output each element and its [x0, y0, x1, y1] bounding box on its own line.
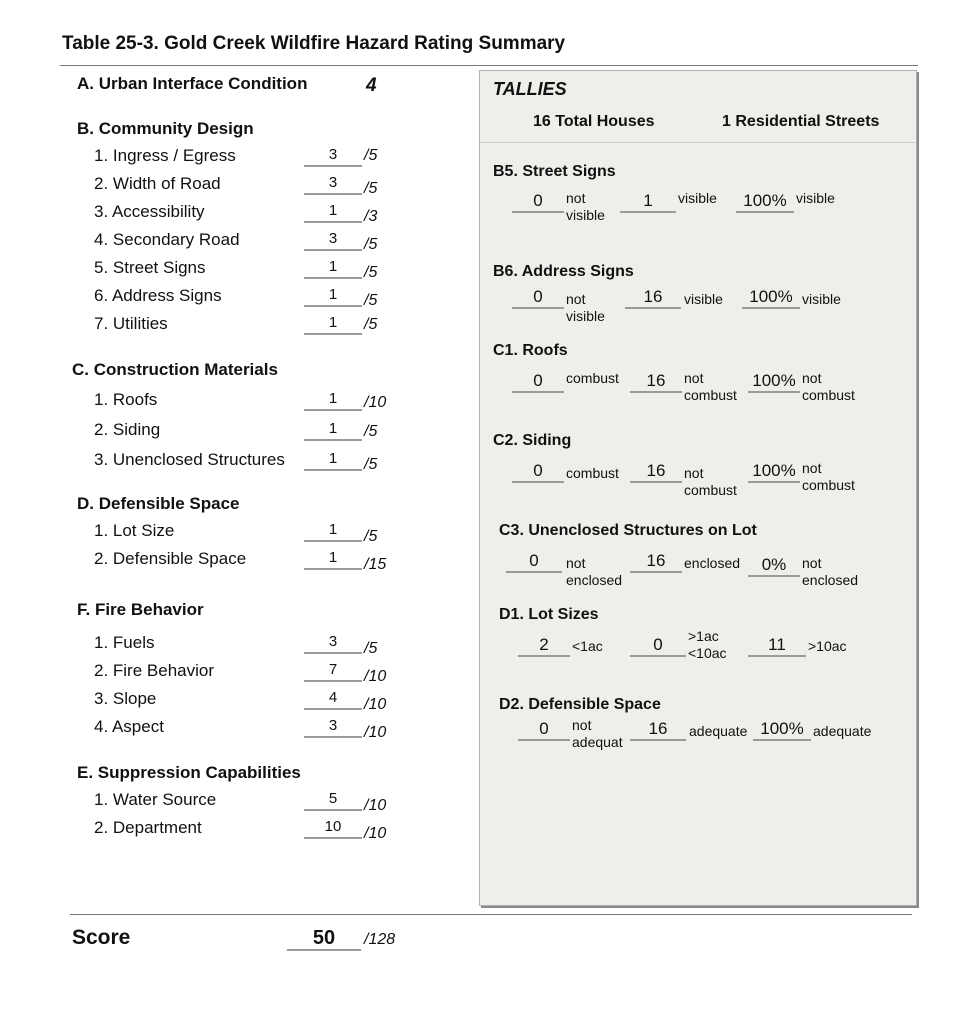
row-value: 1 [304, 258, 362, 279]
section-a-value: 4 [366, 75, 377, 96]
tally-value: 1 [620, 191, 676, 213]
score-divider [70, 914, 912, 915]
tally-value: 0 [512, 371, 564, 393]
row-label: 1. Lot Size [94, 521, 175, 540]
title-divider [60, 65, 918, 66]
row-max: /10 [364, 394, 387, 411]
row-label: 3. Slope [94, 689, 157, 708]
houses-count: 16 [533, 113, 551, 130]
row-max: /5 [364, 147, 378, 164]
row-max: /10 [364, 724, 387, 741]
row-value: 1 [304, 549, 362, 570]
tally-value: 100% [753, 719, 811, 741]
tally-value: 2 [518, 635, 570, 657]
tally-c1-label: C1. Roofs [493, 342, 568, 359]
tally-unit: >1ac <10ac [688, 628, 727, 661]
row-label: 4. Secondary Road [94, 230, 240, 249]
row-max: /5 [364, 264, 378, 281]
row-label: 7. Utilities [94, 314, 168, 333]
row-max: /5 [364, 316, 378, 333]
tallies-heading: TALLIES [493, 79, 567, 99]
tally-unit: >10ac [808, 638, 847, 654]
row-value: 4 [304, 689, 362, 710]
row-label: 2. Siding [94, 420, 161, 439]
tally-value: 16 [630, 461, 682, 483]
score-value: 50 [287, 927, 361, 951]
row-max: /5 [364, 292, 378, 309]
tally-c2-label: C2. Siding [493, 432, 572, 449]
row-value: 3 [304, 230, 362, 251]
tally-unit: not enclosed [566, 555, 623, 588]
tally-unit: not combust [802, 370, 855, 403]
tally-unit: not adequat [572, 717, 623, 750]
tally-value: 0 [512, 287, 564, 309]
tally-unit: adequate [689, 723, 748, 739]
tally-value: 0 [630, 635, 686, 657]
row-label: 4. Aspect [94, 717, 164, 736]
row-max: /5 [364, 236, 378, 253]
houses-total [533, 113, 655, 131]
row-max: /5 [364, 180, 378, 197]
tally-unit: combust [566, 370, 619, 386]
tally-value: 100% [748, 461, 800, 483]
tally-b6-label: B6. Address Signs [493, 263, 634, 280]
row-value: 3 [304, 717, 362, 738]
tally-value: 16 [630, 719, 686, 741]
row-label: 3. Unenclosed Structures [94, 450, 285, 469]
tally-unit: adequate [813, 723, 872, 739]
row-value: 7 [304, 661, 362, 682]
row-label: 6. Address Signs [94, 286, 222, 305]
row-value: 3 [304, 174, 362, 195]
tally-value: 0 [512, 191, 564, 213]
row-label: 2. Defensible Space [94, 549, 247, 568]
streets-total [722, 113, 879, 131]
tally-unit: not combust [802, 460, 855, 493]
row-label: 1. Ingress / Egress [94, 146, 236, 165]
tally-value: 11 [748, 635, 806, 657]
tally-value: 0 [518, 719, 570, 741]
row-label: 1. Roofs [94, 390, 158, 409]
section-a-label: A. Urban Interface Condition [77, 74, 308, 93]
tally-unit: visible [684, 291, 723, 307]
row-label: 5. Street Signs [94, 258, 206, 277]
row-label: 3. Accessibility [94, 202, 205, 221]
row-label: 2. Fire Behavior [94, 661, 214, 680]
tally-unit: <1ac [572, 638, 603, 654]
section-c-label: C. Construction Materials [72, 360, 278, 379]
tally-unit: not combust [684, 465, 737, 498]
score-label: Score [72, 926, 131, 949]
tally-value: 100% [748, 371, 800, 393]
section-b-label: B. Community Design [77, 119, 254, 138]
section-f-label: F. Fire Behavior [77, 600, 204, 619]
row-max: /10 [364, 668, 387, 685]
row-label: 2. Department [94, 818, 202, 837]
row-value: 1 [304, 202, 362, 223]
row-value: 1 [304, 521, 362, 542]
tallies-divider [480, 142, 916, 143]
tally-value: 16 [630, 551, 682, 573]
row-max: /10 [364, 825, 387, 842]
row-max: /3 [364, 208, 378, 225]
tallies-panel [479, 70, 917, 906]
tally-c3-label: C3. Unenclosed Structures on Lot [499, 522, 757, 539]
row-max: /5 [364, 640, 378, 657]
tally-value: 100% [742, 287, 800, 309]
row-value: 1 [304, 314, 362, 335]
tally-unit: visible [796, 190, 835, 206]
row-label: 2. Width of Road [94, 174, 221, 193]
page-title: Table 25-3. Gold Creek Wildfire Hazard Rating Summary [62, 33, 566, 54]
row-label: 1. Water Source [94, 790, 217, 809]
tally-unit: not combust [684, 370, 737, 403]
houses-label: Total Houses [555, 113, 655, 130]
tally-d2-label: D2. Defensible Space [499, 696, 661, 713]
tally-value: 16 [625, 287, 681, 309]
tally-d1-label: D1. Lot Sizes [499, 606, 599, 623]
tally-unit: not visible [566, 190, 605, 223]
row-value: 1 [304, 286, 362, 307]
row-value: 3 [304, 633, 362, 654]
section-d-label: D. Defensible Space [77, 494, 240, 513]
tally-unit: visible [802, 291, 841, 307]
tally-value: 100% [736, 191, 794, 213]
row-max: /10 [364, 696, 387, 713]
row-value: 1 [304, 420, 362, 441]
row-max: /5 [364, 528, 378, 545]
tally-unit: combust [566, 465, 619, 481]
row-max: /10 [364, 797, 387, 814]
tally-unit: not visible [566, 291, 605, 324]
tally-value: 0 [506, 551, 562, 573]
tally-unit: enclosed [684, 555, 741, 571]
tally-b5-label: B5. Street Signs [493, 163, 616, 180]
score-max: /128 [364, 931, 396, 948]
tally-unit: not enclosed [802, 555, 859, 588]
tally-value: 16 [630, 371, 682, 393]
tally-value: 0 [512, 461, 564, 483]
row-value: 3 [304, 146, 362, 167]
tally-value: 0% [748, 555, 800, 577]
section-e-label: E. Suppression Capabilities [77, 763, 301, 782]
row-max: /5 [364, 423, 378, 440]
row-value: 1 [304, 450, 362, 471]
row-value: 10 [304, 818, 362, 839]
row-value: 1 [304, 390, 362, 411]
row-label: 1. Fuels [94, 633, 155, 652]
streets-count: 1 [722, 113, 731, 130]
tally-unit: visible [678, 190, 717, 206]
streets-label: Residential Streets [735, 113, 880, 130]
row-max: /15 [364, 556, 387, 573]
row-max: /5 [364, 456, 378, 473]
row-value: 5 [304, 790, 362, 811]
